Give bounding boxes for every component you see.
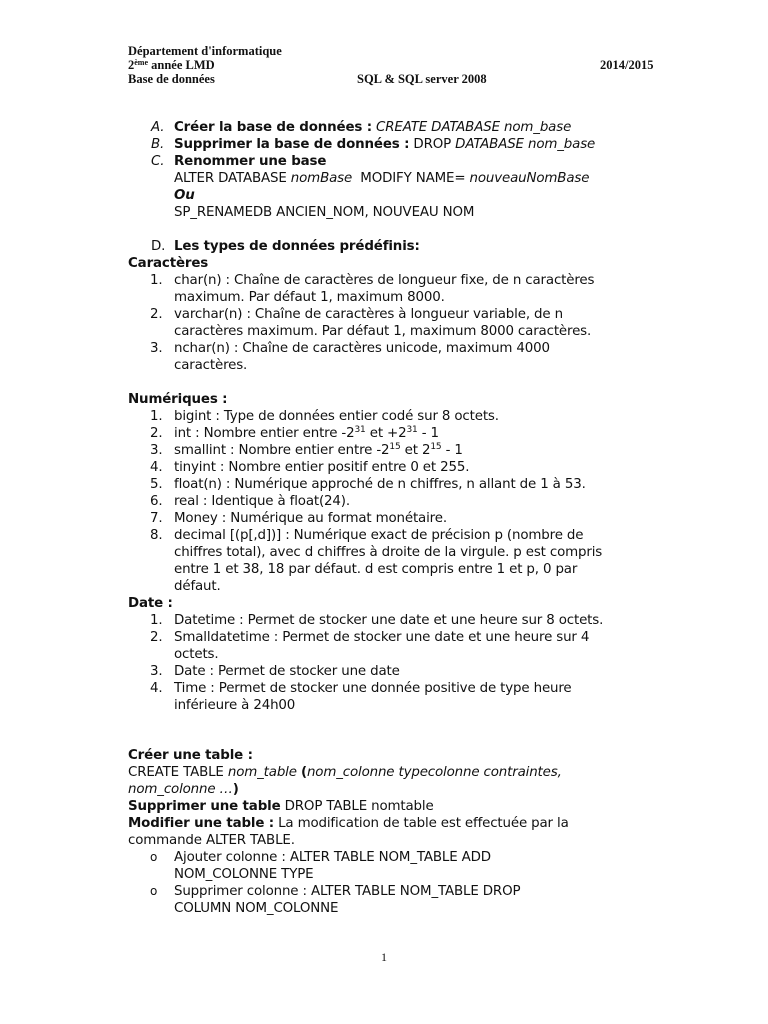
list-item — [128, 663, 688, 680]
item-text: chiffres total), avec d chiffres à droite de la virgule. p est compris — [174, 545, 603, 560]
sql-command: CREATE TABLE — [128, 765, 224, 780]
list-item — [128, 459, 688, 476]
list-item — [128, 680, 688, 714]
numerics-heading: Numériques : — [128, 392, 228, 407]
paren: ( — [300, 765, 307, 780]
rename-alter-syntax — [128, 170, 688, 187]
item-text: Smalldatetime : Permet de stocker une date et une heure sur 4 — [174, 630, 590, 645]
item-number: 2. — [150, 307, 163, 322]
section-title: Supprimer la base de données : — [174, 137, 410, 152]
characters-heading: Caractères — [128, 256, 209, 271]
numerics-list — [128, 408, 688, 595]
header-year: 2ème année LMD — [128, 58, 215, 72]
create-table-syntax — [128, 764, 688, 781]
item-number: 4. — [150, 460, 163, 475]
drop-table-line — [128, 798, 688, 815]
list-item — [128, 527, 688, 595]
section-marker: A. — [151, 120, 165, 135]
item-text: nchar(n) : Chaîne de caractères unicode, maximum 4000 — [174, 341, 550, 356]
sql-command: DROP — [413, 137, 452, 152]
item-text: NOM_COLONNE TYPE — [174, 867, 314, 882]
sql-argument: DATABASE nom_base — [455, 137, 596, 152]
list-item — [128, 442, 688, 459]
item-text: int : Nombre entier entre $-2^{31}$ et $+2^{31} - 1$ — [174, 425, 439, 441]
alter-table-heading: Modifier une table : — [128, 816, 274, 831]
header-course: SQL & SQL server 2008 — [357, 72, 487, 86]
item-text: bigint : Type de données entier codé sur 8 octets. — [174, 409, 499, 424]
paren: ) — [232, 782, 239, 797]
item-text: Ajouter colonne : ALTER TABLE NOM_TABLE ADD — [174, 850, 491, 865]
sql-argument: nom_base — [504, 120, 572, 135]
item-text: caractères maximum. Par défaut 1, maximum 8000 caractères. — [174, 324, 592, 339]
alter-table-line-2: commande ALTER TABLE. — [128, 833, 295, 848]
item-text: maximum. Par défaut 1, maximum 8000. — [174, 290, 445, 305]
sql-command: ALTER DATABASE — [174, 171, 287, 186]
header-school-year: 2014/2015 — [600, 58, 654, 72]
item-text: varchar(n) : Chaîne de caractères à longueur variable, de n — [174, 307, 563, 322]
item-text: decimal [(p[,d])] : Numérique exact de précision p (nombre de — [174, 528, 584, 543]
sql-command: DROP TABLE nomtable — [284, 799, 434, 814]
section-drop-database — [128, 136, 688, 153]
section-marker: D. — [151, 239, 166, 254]
item-number: 6. — [150, 494, 163, 509]
list-item — [128, 408, 688, 425]
item-number: 4. — [150, 681, 163, 696]
date-heading: Date : — [128, 596, 173, 611]
list-item — [128, 340, 688, 374]
sql-argument: nomBase — [290, 171, 353, 186]
list-item — [128, 510, 688, 527]
item-text: Time : Permet de stocker une donnée positive de type heure — [174, 681, 572, 696]
sql-argument: nom_colonne typecolonne contraintes, — [306, 765, 562, 780]
sql-keyword: MODIFY NAME= — [360, 171, 466, 186]
item-number: 1. — [150, 613, 163, 628]
sql-argument: nom_table — [227, 765, 297, 780]
item-number: 2. — [150, 630, 163, 645]
item-text: inférieure à 24h00 — [174, 698, 296, 713]
item-text: smallint : Nombre entier entre $-2^{15}$ et $2^{15} - 1$ — [174, 442, 463, 458]
rename-or-label: Ou — [174, 188, 195, 203]
item-number: 8. — [150, 528, 163, 543]
item-text: octets. — [174, 647, 219, 662]
bullet-icon: o — [150, 850, 158, 864]
sql-argument: nom_colonne … — [128, 782, 233, 797]
list-item — [128, 306, 688, 340]
create-table-syntax-cont — [128, 781, 688, 798]
item-number: 3. — [150, 664, 163, 679]
item-text: entre 1 et 38, 18 par défaut. d est compris entre 1 et p, 0 par — [174, 562, 578, 577]
header-department: Département d'informatique — [128, 44, 282, 58]
list-item — [128, 476, 688, 493]
section-data-types — [128, 238, 688, 255]
item-text: char(n) : Chaîne de caractères de longueur fixe, de n caractères — [174, 273, 595, 288]
item-text: Supprimer colonne : ALTER TABLE NOM_TABLE DROP — [174, 884, 521, 899]
item-number: 5. — [150, 477, 163, 492]
item-number: 1. — [150, 273, 163, 288]
list-item — [128, 883, 688, 917]
section-title: Créer la base de données : — [174, 120, 372, 135]
item-number: 3. — [150, 341, 163, 356]
item-text: caractères. — [174, 358, 248, 373]
item-number: 1. — [150, 409, 163, 424]
section-rename-database — [128, 153, 688, 170]
rename-sp-syntax: SP_RENAMEDB ANCIEN_NOM, NOUVEAU NOM — [174, 205, 475, 220]
section-title: Renommer une base — [174, 154, 327, 169]
page-number: 1 — [381, 950, 387, 964]
document-body — [128, 119, 688, 917]
date-list — [128, 612, 688, 714]
item-number: 7. — [150, 511, 163, 526]
item-number: 2. — [150, 426, 163, 441]
alter-table-text: La modification de table est effectuée par la — [273, 816, 569, 831]
alter-table-line — [128, 815, 688, 832]
sql-command: CREATE DATABASE — [376, 120, 500, 135]
item-text: float(n) : Numérique approché de n chiffres, n allant de 1 à 53. — [174, 477, 586, 492]
create-table-heading: Créer une table : — [128, 748, 253, 763]
item-text: Date : Permet de stocker une date — [174, 664, 400, 679]
section-marker: B. — [151, 137, 165, 152]
list-item — [128, 493, 688, 510]
drop-table-heading: Supprimer une table — [128, 799, 281, 814]
list-item — [128, 272, 688, 306]
section-marker: C. — [151, 154, 165, 169]
characters-list — [128, 272, 688, 374]
bullet-icon: o — [150, 884, 158, 898]
item-text: real : Identique à float(24). — [174, 494, 350, 509]
item-number: 3. — [150, 443, 163, 458]
section-create-database — [128, 119, 688, 136]
section-title: Les types de données prédéfinis: — [174, 239, 420, 254]
item-text: Datetime : Permet de stocker une date et une heure sur 8 octets. — [174, 613, 604, 628]
item-text: tinyint : Nombre entier positif entre 0 et 255. — [174, 460, 470, 475]
alter-options-list — [128, 849, 688, 917]
item-text: défaut. — [174, 579, 221, 594]
list-item — [128, 629, 688, 663]
item-text: Money : Numérique au format monétaire. — [174, 511, 447, 526]
header-subject: Base de données — [128, 72, 215, 86]
list-item — [128, 612, 688, 629]
list-item — [128, 425, 688, 442]
sql-argument: nouveauNomBase — [469, 171, 590, 186]
item-text: COLUMN NOM_COLONNE — [174, 901, 339, 916]
list-item — [128, 849, 688, 883]
